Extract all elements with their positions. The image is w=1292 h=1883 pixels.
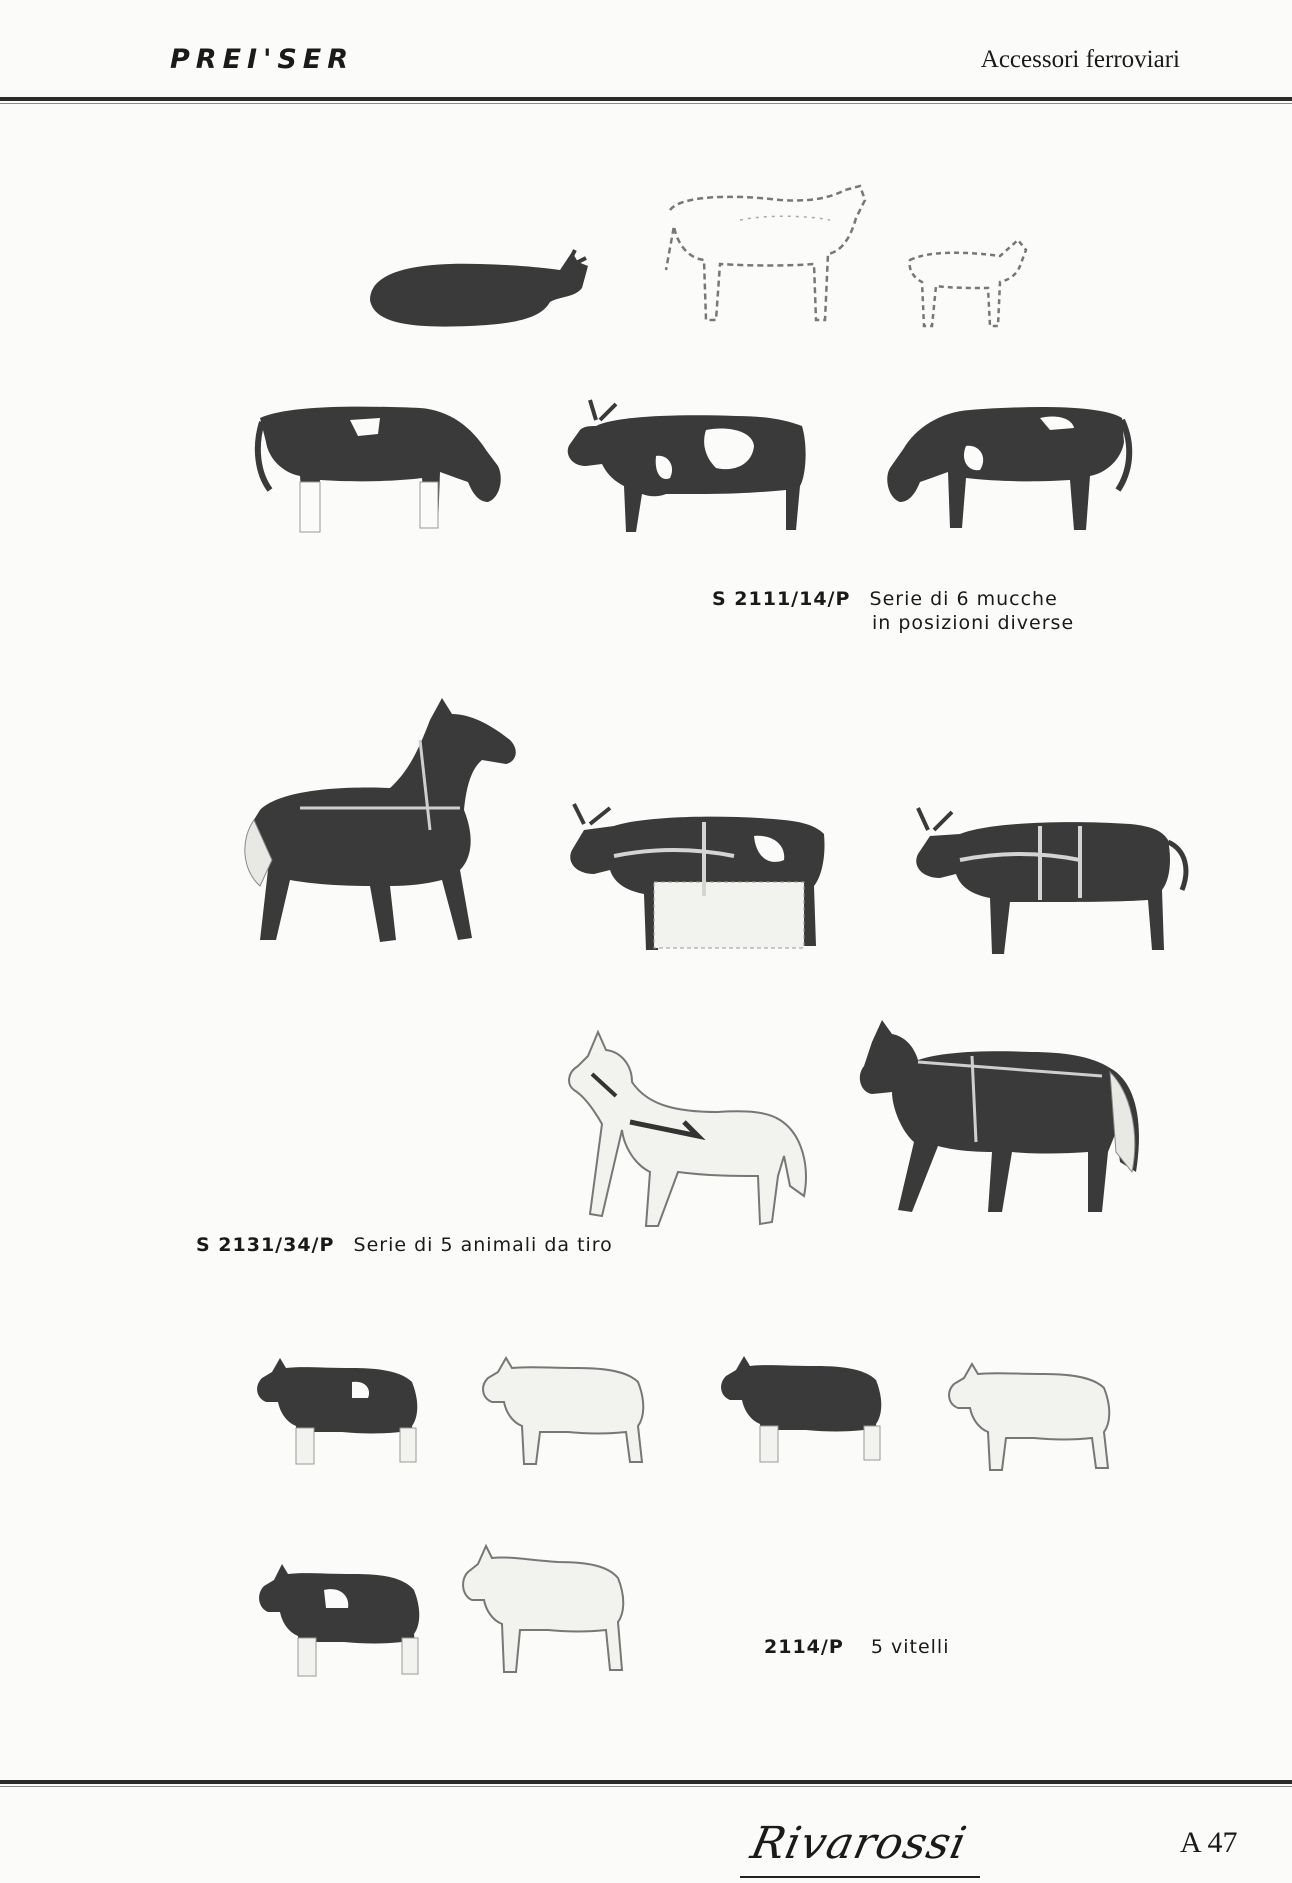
white-horse-figure [558,1026,818,1246]
pale-calf-figure [900,230,1050,330]
page-number: A 47 [1180,1826,1238,1859]
section-title: Accessori ferroviari [980,46,1180,73]
harnessed-ox-right-figure [900,790,1180,970]
rivarossi-logo: Rivarossi [746,1818,972,1869]
pale-cow-figure [660,180,890,330]
walking-cow-center-figure [556,386,816,546]
item-caption-cows [712,588,1058,610]
logo-underline [740,1876,980,1878]
brand-name: PREI'SER [170,44,355,75]
item-caption-draught-animals [196,1234,613,1256]
grazing-cow-left-figure [250,398,510,538]
lying-cow-figure [360,240,590,340]
calf-light-2-figure [944,1358,1124,1478]
item-description: Serie di 5 animali da tiro [353,1234,613,1256]
item-code: 2114/P [764,1636,844,1658]
calf-dark-2-figure [716,1350,896,1470]
harnessed-ox-center-figure [554,786,834,966]
calf-light-3-figure [458,1540,638,1680]
item-description: 5 vitelli [870,1636,950,1658]
item-caption-calves [764,1636,949,1658]
draught-horse-large-figure [220,690,530,960]
header-rule [0,97,1292,101]
item-code: S 2131/34/P [196,1234,335,1256]
grazing-cow-right-figure [860,398,1140,548]
calf-light-1-figure [478,1352,658,1472]
item-description-line2: in posizioni diverse [872,612,1075,634]
draught-horse-right-figure [852,1012,1152,1232]
footer-rule [0,1780,1292,1784]
calf-dark-1-figure [252,1352,432,1472]
item-description: Serie di 6 mucche [869,588,1058,610]
calf-dark-3-figure [254,1556,434,1686]
item-code: S 2111/14/P [712,588,851,610]
